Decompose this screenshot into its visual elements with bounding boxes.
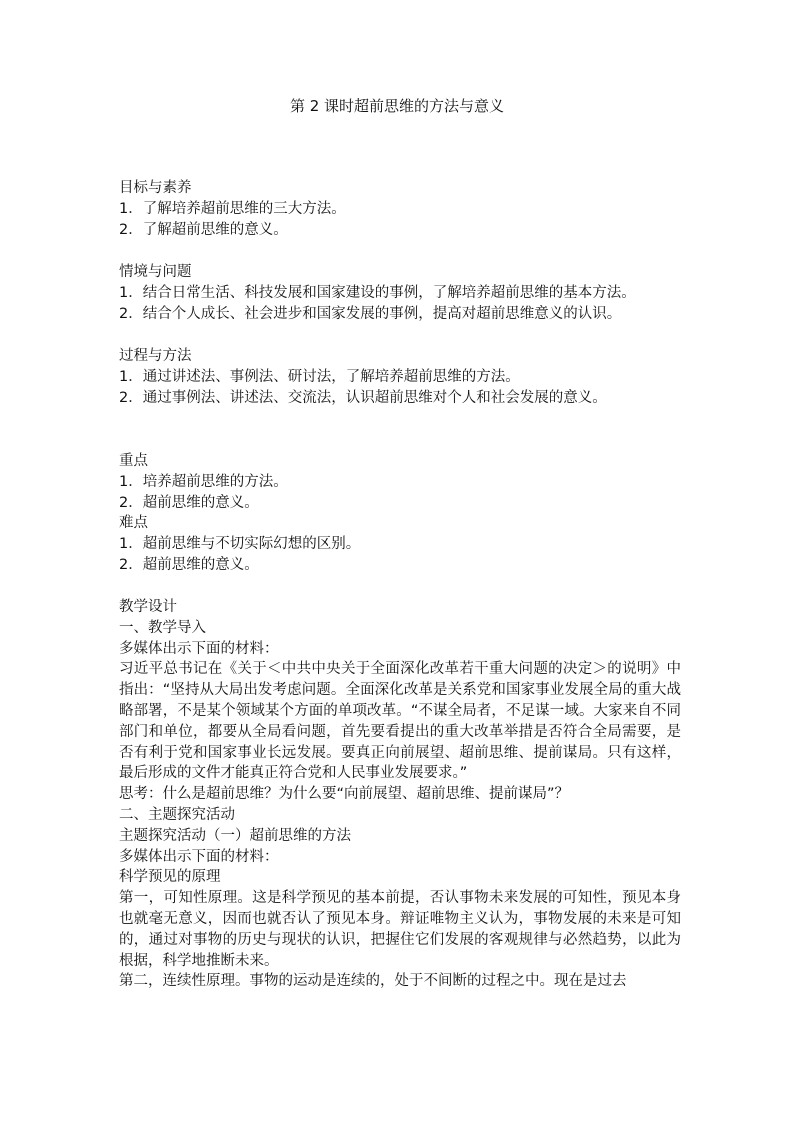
goals-item: 1．了解培养超前思维的三大方法。 xyxy=(119,200,346,217)
process-heading: 过程与方法 xyxy=(119,348,192,364)
context-heading: 情境与问题 xyxy=(119,264,192,280)
principle-heading: 科学预见的原理 xyxy=(119,869,221,886)
difficulties-heading: 难点 xyxy=(119,515,148,532)
difficulties-item: 1．超前思维与不切实际幻想的区别。 xyxy=(119,536,361,553)
context-section xyxy=(119,262,681,324)
goals-item: 2．了解超前思维的意义。 xyxy=(119,221,288,238)
activity-subheading: 主题探究活动（一）超前思维的方法 xyxy=(119,827,351,844)
goals-section xyxy=(119,178,681,240)
principle-paragraph: 第一，可知性原理。这是科学预见的基本前提，否认事物未来发展的可知性，预见本身也就毫无意义，因而也就否认了预见本身。辩证唯物主义认为，事物发展的未来是可知的，通过对事物的历史与现状的认识，把握住它们发展的客观规律与必然趋势，以此为根据，科学地推断未来。 xyxy=(119,890,681,969)
difficulties-item: 2．超前思维的意义。 xyxy=(119,556,259,573)
context-item: 2．结合个人成长、社会进步和国家发展的事例，提高对超前思维意义的认识。 xyxy=(119,305,622,322)
design-section xyxy=(119,597,681,992)
key-points-item: 2．超前思维的意义。 xyxy=(119,494,259,511)
quote-paragraph: 习近平总书记在《关于＜中共中央关于全面深化改革若干重大问题的决定＞的说明》中指出：“坚持从大局出发考虑问题。全面深化改革是关系党和国家事业发展全局的重大战略部署，不是某个领域某个方面的单项改革。“不谋全局者，不足谋一域。大家来自不同部门和单位，都要从全局看问题，首先要看提出的重大改革举措是否符合全局需要，是否有利于党和国家事业长远发展。要真正向前展望、超前思维、提前谋局。只有这样，最后形成的文件才能真正符合党和人民事业发展要求。” xyxy=(119,661,681,782)
process-section xyxy=(119,346,681,408)
principle-paragraph: 第二，连续性原理。事物的运动是连续的，处于不间断的过程之中。现在是过去 xyxy=(119,973,627,990)
key-points-item: 1．培养超前思维的方法。 xyxy=(119,473,288,490)
design-heading: 教学设计 xyxy=(119,599,177,615)
media-note: 多媒体出示下面的材料： xyxy=(119,848,279,865)
context-item: 1．结合日常生活、科技发展和国家建设的事例，了解培养超前思维的基本方法。 xyxy=(119,284,636,301)
media-note: 多媒体出示下面的材料： xyxy=(119,640,279,657)
page-title: 第 2 课时超前思维的方法与意义 xyxy=(289,97,505,115)
activity-heading: 二、主题探究活动 xyxy=(119,806,235,823)
think-question: 思考：什么是超前思维？为什么要“向前展望、超前思维、提前谋局”？ xyxy=(119,786,570,803)
intro-heading: 一、教学导入 xyxy=(119,619,206,636)
goals-heading: 目标与素养 xyxy=(119,180,192,196)
process-item: 2．通过事例法、讲述法、交流法，认识超前思维对个人和社会发展的意义。 xyxy=(119,389,607,406)
process-item: 1．通过讲述法、事例法、研讨法，了解培养超前思维的方法。 xyxy=(119,368,520,385)
key-points-section xyxy=(119,451,681,576)
key-points-heading: 重点 xyxy=(119,453,148,469)
